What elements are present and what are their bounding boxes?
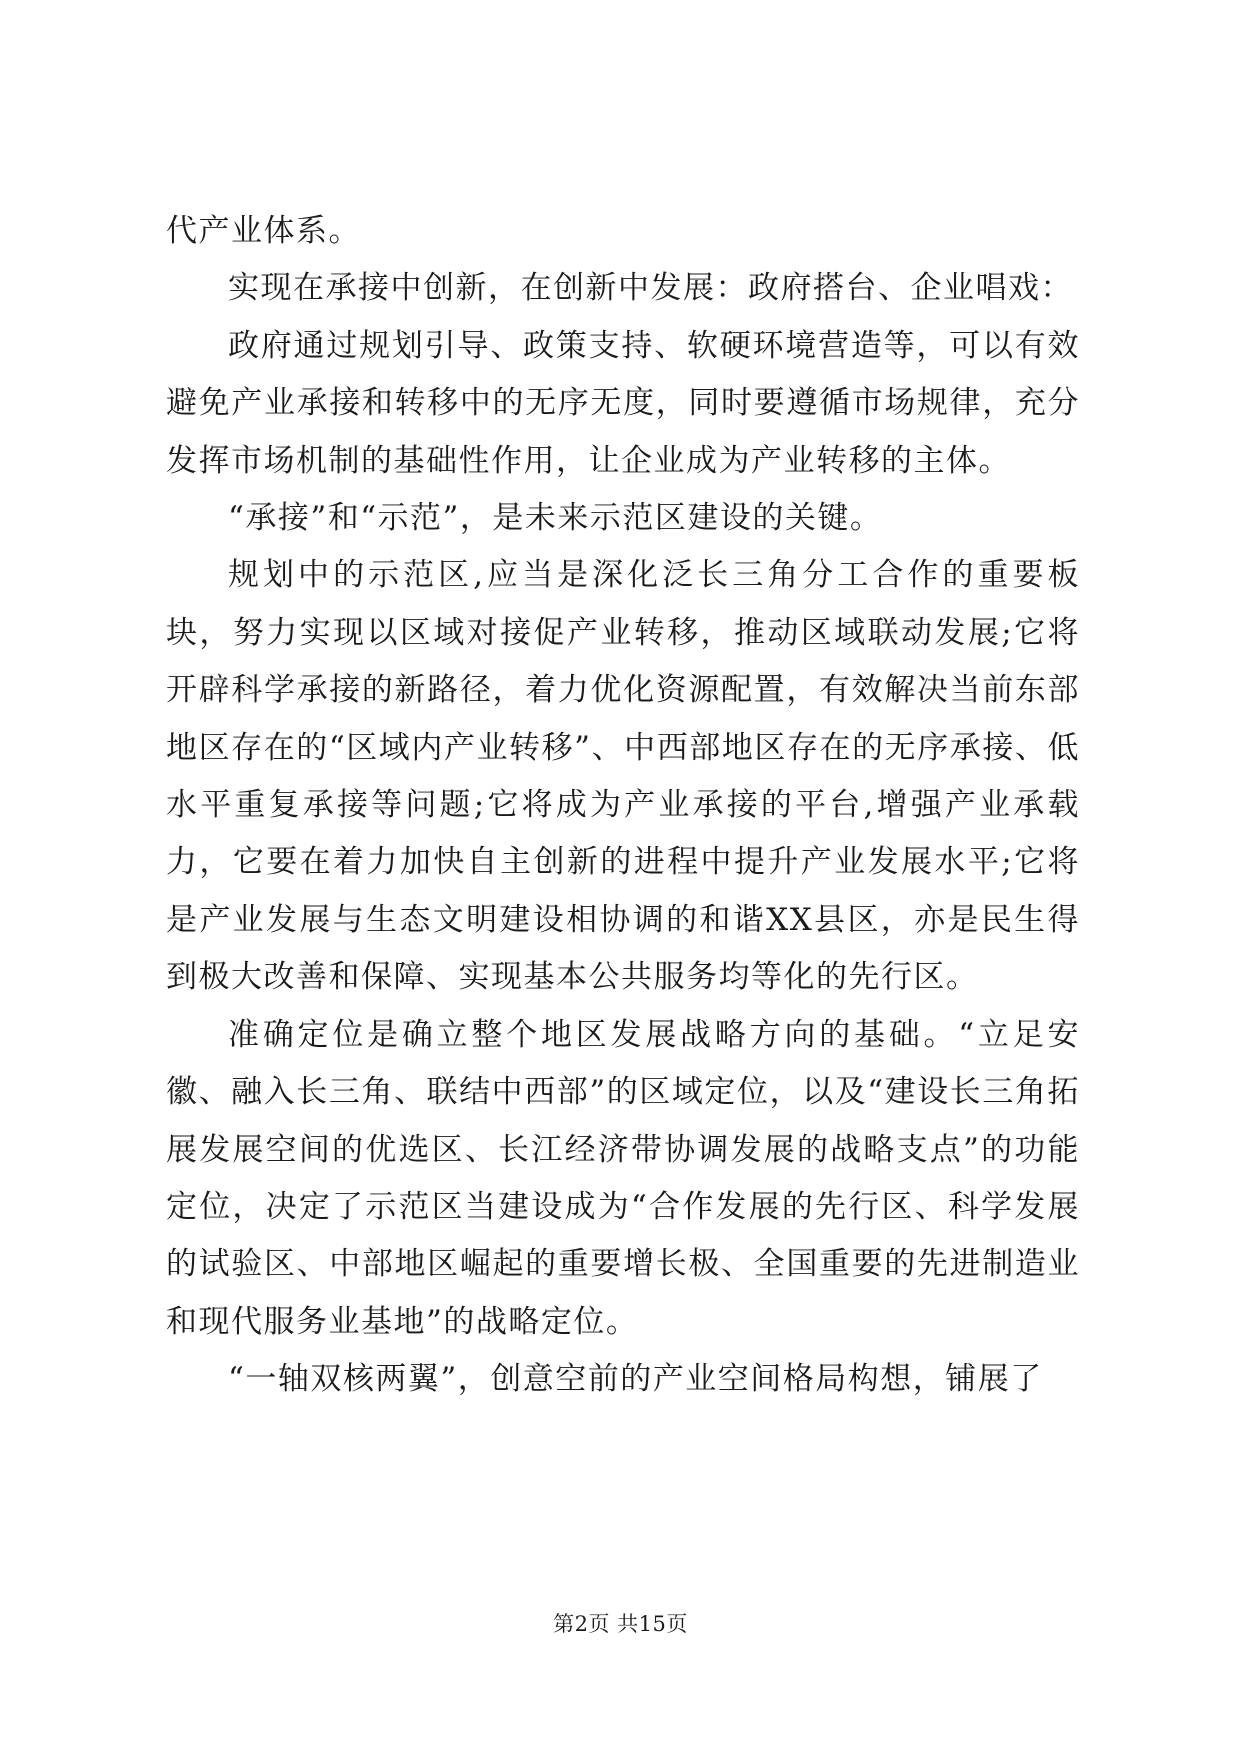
paragraph-heading-innovation: 实现在承接中创新，在创新中发展：政府搭台、企业唱戏： — [228, 270, 1073, 307]
paragraph-positioning: 准确定位是确立整个地区发展战略方向的基础。“立足安徽、融入长三角、联结中西部”的区域定位，以及“建设长三角拓展发展空间的优选区、长江经济带协调发展的战略支点”的功能定位，决定了示范区当建设成为“合作发展的先行区、科学发展的试验区、中部地区崛起的重要增长极、全国重要的先进制造业和现代服务业基地”的战略定位。 — [166, 1016, 1080, 1340]
page-number-footer: 第2页 共15页 — [553, 1612, 688, 1636]
paragraph-continuation: 代产业体系。 — [166, 213, 361, 249]
paragraph-key-points: “承接”和“示范”，是未来示范区建设的关键。 — [228, 500, 883, 537]
paragraph-government-role: 政府通过规划引导、政策支持、软硬环境营造等，可以有效避免产业承接和转移中的无序无度，同时要遵循市场规律，充分发挥市场机制的基础性作用，让企业成为产业转移的主体。 — [166, 327, 1080, 479]
paragraph-spatial-layout: “一轴双核两翼”，创意空前的产业空间格局构想，铺展了 — [228, 1361, 1043, 1398]
body-text — [166, 203, 1080, 1409]
paragraph-demonstration-zone: 规划中的示范区,应当是深化泛长三角分工合作的重要板块，努力实现以区域对接促产业转移，推动区域联动发展;它将开辟科学承接的新路径，着力优化资源配置，有效解决当前东部地区存在的“区域内产业转移”、中西部地区存在的无序承接、低水平重复承接等问题;它将成为产业承接的平台,增强产业承载力，它要在着力加快自主创新的进程中提升产业发展水平;它将是产业发展与生态文明建设相协调的和谐XX县区，亦是民生得到极大改善和保障、实现基本公共服务均等化的先行区。 — [166, 557, 1080, 996]
